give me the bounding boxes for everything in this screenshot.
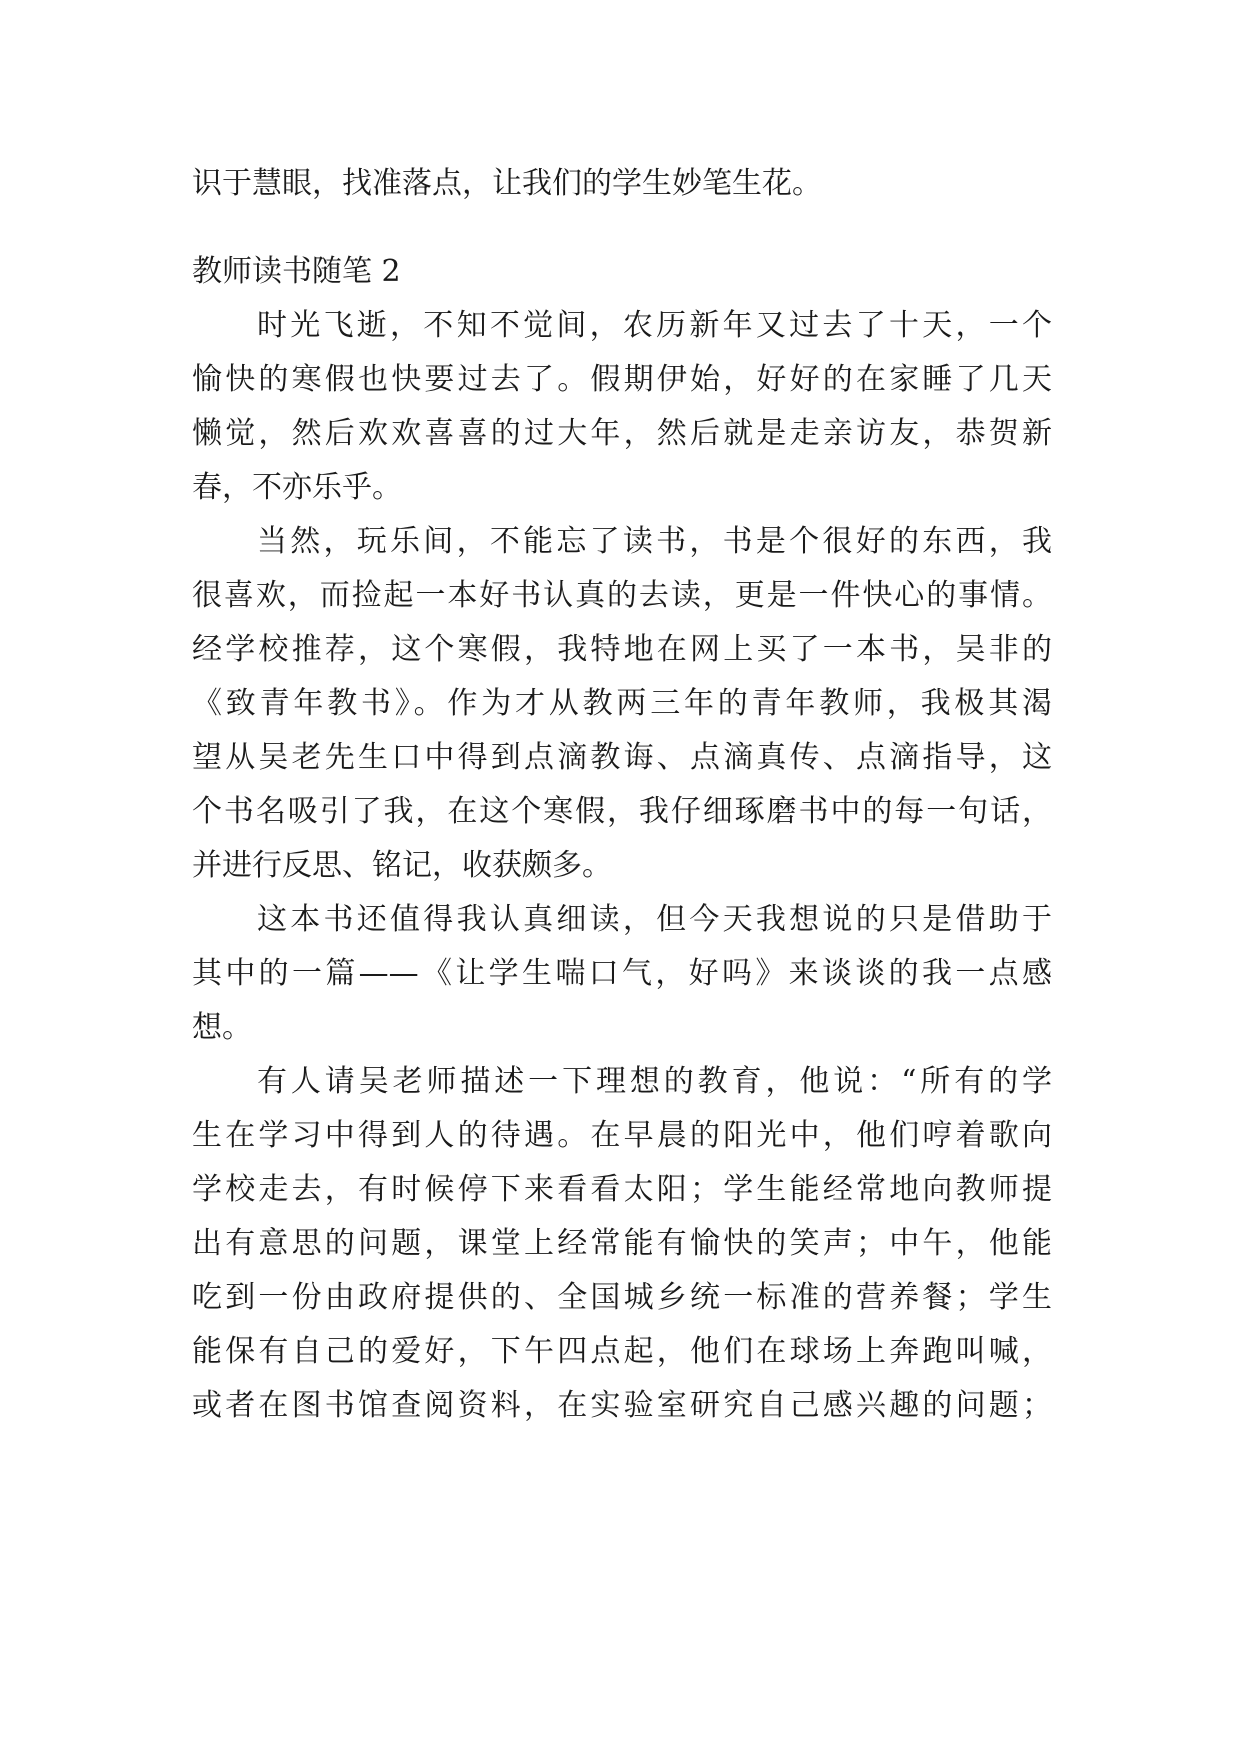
text-line: 当然，玩乐间，不能忘了读书，书是个很好的东西，我 — [257, 524, 1052, 559]
text-line: 个书名吸引了我，在这个寒假，我仔细琢磨书中的每一句话， — [192, 794, 1052, 829]
text-line: 生在学习中得到人的待遇。在早晨的阳光中，他们哼着歌向 — [192, 1118, 1052, 1153]
text-line: 吃到一份由政府提供的、全国城乡统一标准的营养餐；学生 — [192, 1280, 1052, 1315]
text-line: 《致青年教书》。作为才从教两三年的青年教师，我极其渴 — [192, 686, 1052, 721]
text-line: 春，不亦乐乎。 — [192, 470, 402, 505]
text-line: 并进行反思、铭记，收获颇多。 — [192, 848, 612, 883]
text-line: 很喜欢，而捡起一本好书认真的去读，更是一件快心的事情。 — [192, 578, 1052, 613]
text-line: 识于慧眼，找准落点，让我们的学生妙笔生花。 — [192, 166, 822, 201]
text-line: 时光飞逝，不知不觉间，农历新年又过去了十天，一个 — [257, 308, 1052, 343]
text-line: 望从吴老先生口中得到点滴教诲、点滴真传、点滴指导，这 — [192, 740, 1052, 775]
text-line: 经学校推荐，这个寒假，我特地在网上买了一本书，吴非的 — [192, 632, 1052, 667]
text-line: 这本书还值得我认真细读，但今天我想说的只是借助于 — [257, 902, 1052, 937]
text-line: 懒觉，然后欢欢喜喜的过大年，然后就是走亲访友，恭贺新 — [192, 416, 1052, 451]
text-line: 有人请吴老师描述一下理想的教育，他说：“所有的学 — [257, 1064, 1052, 1099]
text-line: 学校走去，有时候停下来看看太阳；学生能经常地向教师提 — [192, 1172, 1052, 1207]
text-line: 想。 — [192, 1010, 252, 1045]
text-line: 出有意思的问题，课堂上经常能有愉快的笑声；中午，他能 — [192, 1226, 1052, 1261]
text-line: 或者在图书馆查阅资料，在实验室研究自己感兴趣的问题； — [192, 1388, 1052, 1423]
text-line: 能保有自己的爱好，下午四点起，他们在球场上奔跑叫喊， — [192, 1334, 1052, 1369]
text-line: 愉快的寒假也快要过去了。假期伊始，好好的在家睡了几天 — [192, 362, 1052, 397]
text-line: 其中的一篇——《让学生喘口气，好吗》来谈谈的我一点感 — [192, 956, 1052, 991]
section-heading: 教师读书随笔 2 — [192, 254, 401, 289]
